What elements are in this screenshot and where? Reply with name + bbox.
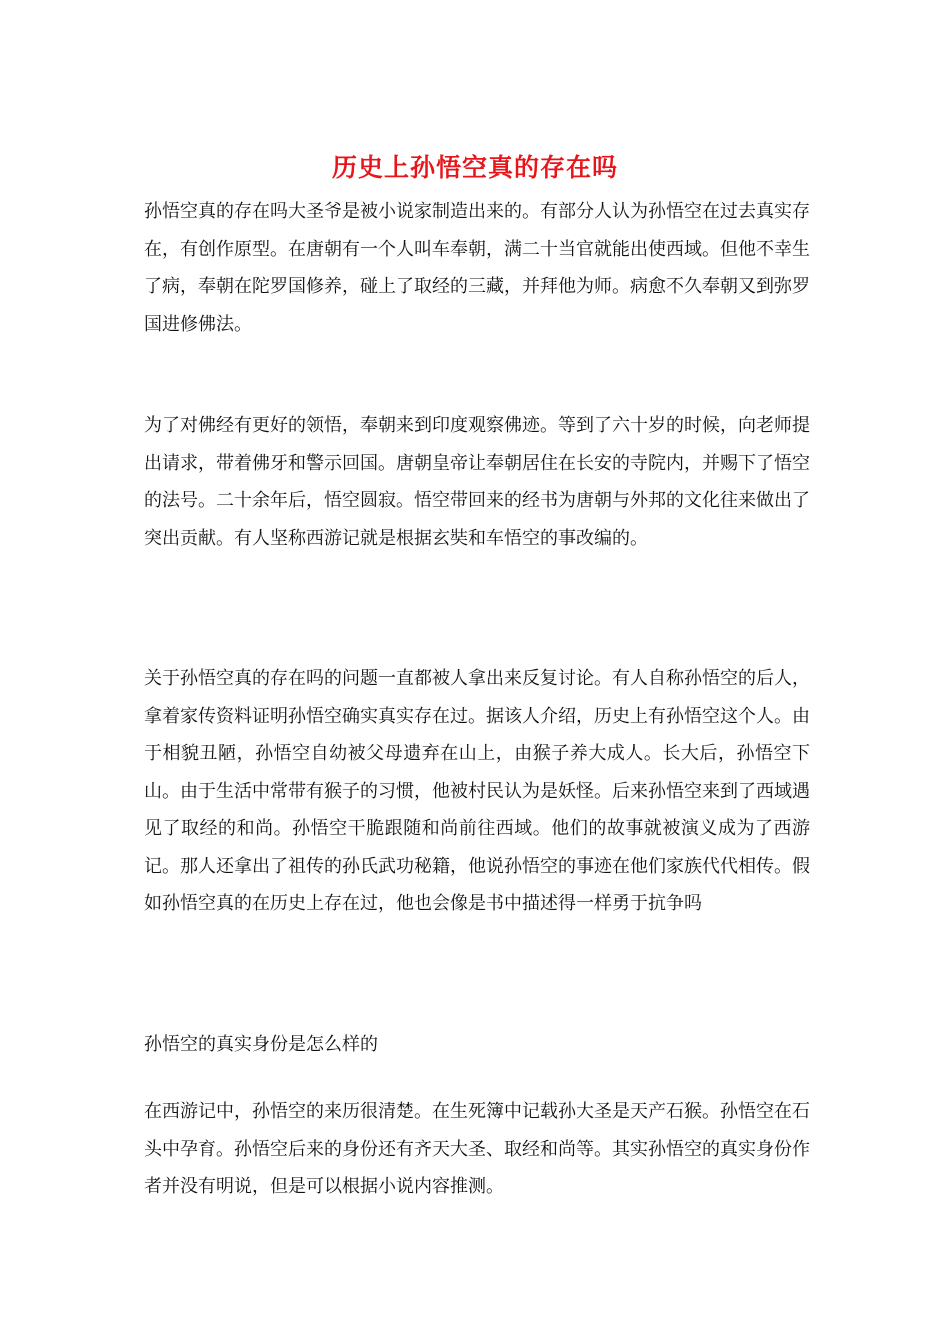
document-title: 历史上孙悟空真的存在吗 xyxy=(331,153,618,182)
paragraph-2: 为了对佛经有更好的领悟，奉朝来到印度观察佛迹。等到了六十岁的时候，向老师提出请求，带着佛牙和警示回国。唐朝皇帝让奉朝居住在长安的寺院内，并赐下了悟空的法号。二十余年后，悟空圆寂。悟空带回来的经书为唐朝与外邦的文化往来做出了突出贡献。有人坚称西游记就是根据玄奘和车悟空的事改编的。 xyxy=(144,415,810,549)
paragraph-3: 关于孙悟空真的存在吗的问题一直都被人拿出来反复讨论。有人自称孙悟空的后人，拿着家传资料证明孙悟空确实真实存在过。据该人介绍，历史上有孙悟空这个人。由于相貌丑陋，孙悟空自幼被父母遗弃在山上，由猴子养大成人。长大后，孙悟空下山。由于生活中常带有猴子的习惯，他被村民认为是妖怪。后来孙悟空来到了西域遇见了取经的和尚。孙悟空干脆跟随和尚前往西域。他们的故事就被演义成为了西游记。那人还拿出了祖传的孙氏武功秘籍，他说孙悟空的事迹在他们家族代代相传。假如孙悟空真的在历史上存在过，他也会像是书中描述得一样勇于抗争吗 xyxy=(144,668,810,914)
paragraph-1: 孙悟空真的存在吗大圣爷是被小说家制造出来的。有部分人认为孙悟空在过去真实存在，有创作原型。在唐朝有一个人叫车奉朝，满二十当官就能出使西域。但他不幸生了病，奉朝在陀罗国修养，碰上了取经的三藏，并拜他为师。病愈不久奉朝又到弥罗国进修佛法。 xyxy=(144,201,810,335)
section-heading: 孙悟空的真实身份是怎么样的 xyxy=(144,1034,378,1055)
paragraph-4: 在西游记中，孙悟空的来历很清楚。在生死簿中记载孙大圣是天产石猴。孙悟空在石头中孕育。孙悟空后来的身份还有齐天大圣、取经和尚等。其实孙悟空的真实身份作者并没有明说，但是可以根据小说内容推测。 xyxy=(144,1101,810,1197)
